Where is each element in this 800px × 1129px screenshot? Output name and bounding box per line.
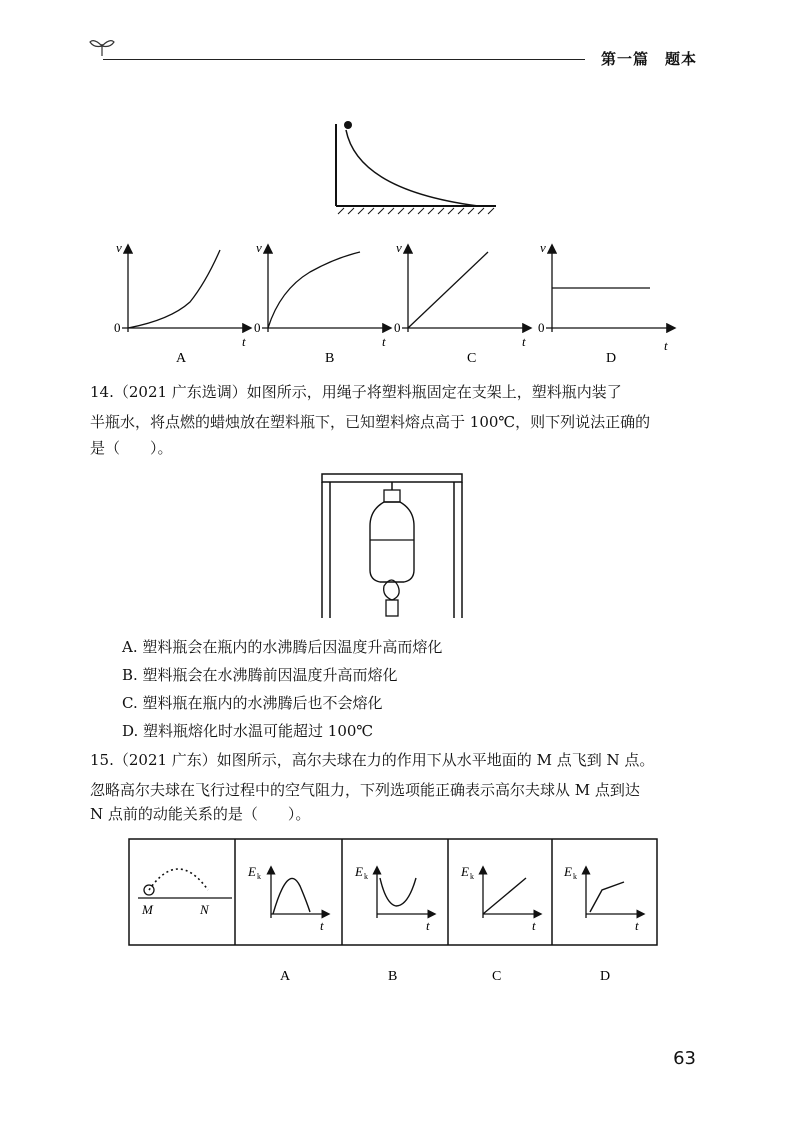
q14-option-c: C. 塑料瓶在瓶内的水沸腾后也不会熔化 <box>122 694 383 712</box>
axis-t-label: t <box>522 334 526 349</box>
q15-line-1: 15.（2021 广东）如图所示，高尔夫球在力的作用下从水平地面的 M 点飞到 N 点。 <box>90 751 655 769</box>
origin-label: 0 <box>254 320 261 335</box>
vt-graph-b <box>254 240 390 366</box>
q14-option-b: B. 塑料瓶会在水沸腾前因温度升高而熔化 <box>122 666 398 684</box>
ek-label: E <box>355 864 363 879</box>
ball-icon <box>344 121 352 129</box>
point-m-label: M <box>142 902 153 917</box>
axis-t-label: t <box>242 334 246 349</box>
vt-graph-a <box>114 240 250 366</box>
ek-graph-a <box>247 864 328 933</box>
header-rule <box>103 59 585 60</box>
ek-sub: k <box>364 872 368 881</box>
q15-line-2: 忽略高尔夫球在飞行过程中的空气阻力，下列选项能正确表示高尔夫球从 M 点到达 <box>90 781 640 799</box>
origin-label: 0 <box>538 320 545 335</box>
origin-label: 0 <box>394 320 401 335</box>
ek-option-c-label: C <box>492 969 502 984</box>
q14-option-d: D. 塑料瓶熔化时水温可能超过 100℃ <box>122 722 374 740</box>
ek-option-b-label: B <box>388 969 398 984</box>
ek-sub: k <box>470 872 474 881</box>
graph-label-c: C <box>467 351 477 366</box>
t-label: t <box>320 918 324 933</box>
ek-sub: k <box>257 872 261 881</box>
bottle-stand-figure <box>318 470 468 630</box>
ek-sub: k <box>573 872 577 881</box>
ek-option-a-label: A <box>280 969 291 984</box>
ek-graph-c <box>460 864 540 933</box>
axis-v-label: v <box>116 240 122 255</box>
axis-v-label: v <box>540 240 546 255</box>
trajectory-cell <box>138 869 232 917</box>
vt-graph-d <box>538 240 674 366</box>
graph-label-d: D <box>606 351 617 366</box>
axis-v-label: v <box>396 240 402 255</box>
slope-figure <box>328 118 500 218</box>
graph-label-b: B <box>325 351 335 366</box>
ek-label: E <box>461 864 469 879</box>
axis-t-label: t <box>664 338 668 353</box>
q14-option-a: A. 塑料瓶会在瓶内的水沸腾后因温度升高而熔化 <box>122 638 443 656</box>
q15-line-3: N 点前的动能关系的是（ ）。 <box>90 805 311 823</box>
candle-icon <box>386 600 398 616</box>
vt-graphs <box>110 240 690 370</box>
t-label: t <box>532 918 536 933</box>
flame-icon <box>384 580 399 600</box>
t-label: t <box>635 918 639 933</box>
ek-graph-d <box>563 864 643 933</box>
ek-option-d-label: D <box>600 969 611 984</box>
ek-graphs-table <box>128 838 660 988</box>
page-number: 63 <box>673 1048 696 1069</box>
graph-label-a: A <box>176 351 187 366</box>
q14-line-3: 是（ ）。 <box>90 439 173 457</box>
q14-line-2: 半瓶水，将点燃的蜡烛放在塑料瓶下，已知塑料熔点高于 100℃，则下列说法正确的 <box>90 413 651 431</box>
q14-line-1: 14.（2021 广东选调）如图所示，用绳子将塑料瓶固定在支架上，塑料瓶内装了 <box>90 383 622 401</box>
axis-t-label: t <box>382 334 386 349</box>
point-n-label: N <box>200 902 209 917</box>
ek-label: E <box>248 864 256 879</box>
axis-v-label: v <box>256 240 262 255</box>
t-label: t <box>426 918 430 933</box>
ek-graph-b <box>354 864 434 933</box>
section-title: 第一篇 题本 <box>600 50 697 68</box>
ek-label: E <box>564 864 572 879</box>
vt-graph-c <box>394 240 530 366</box>
origin-label: 0 <box>114 320 121 335</box>
